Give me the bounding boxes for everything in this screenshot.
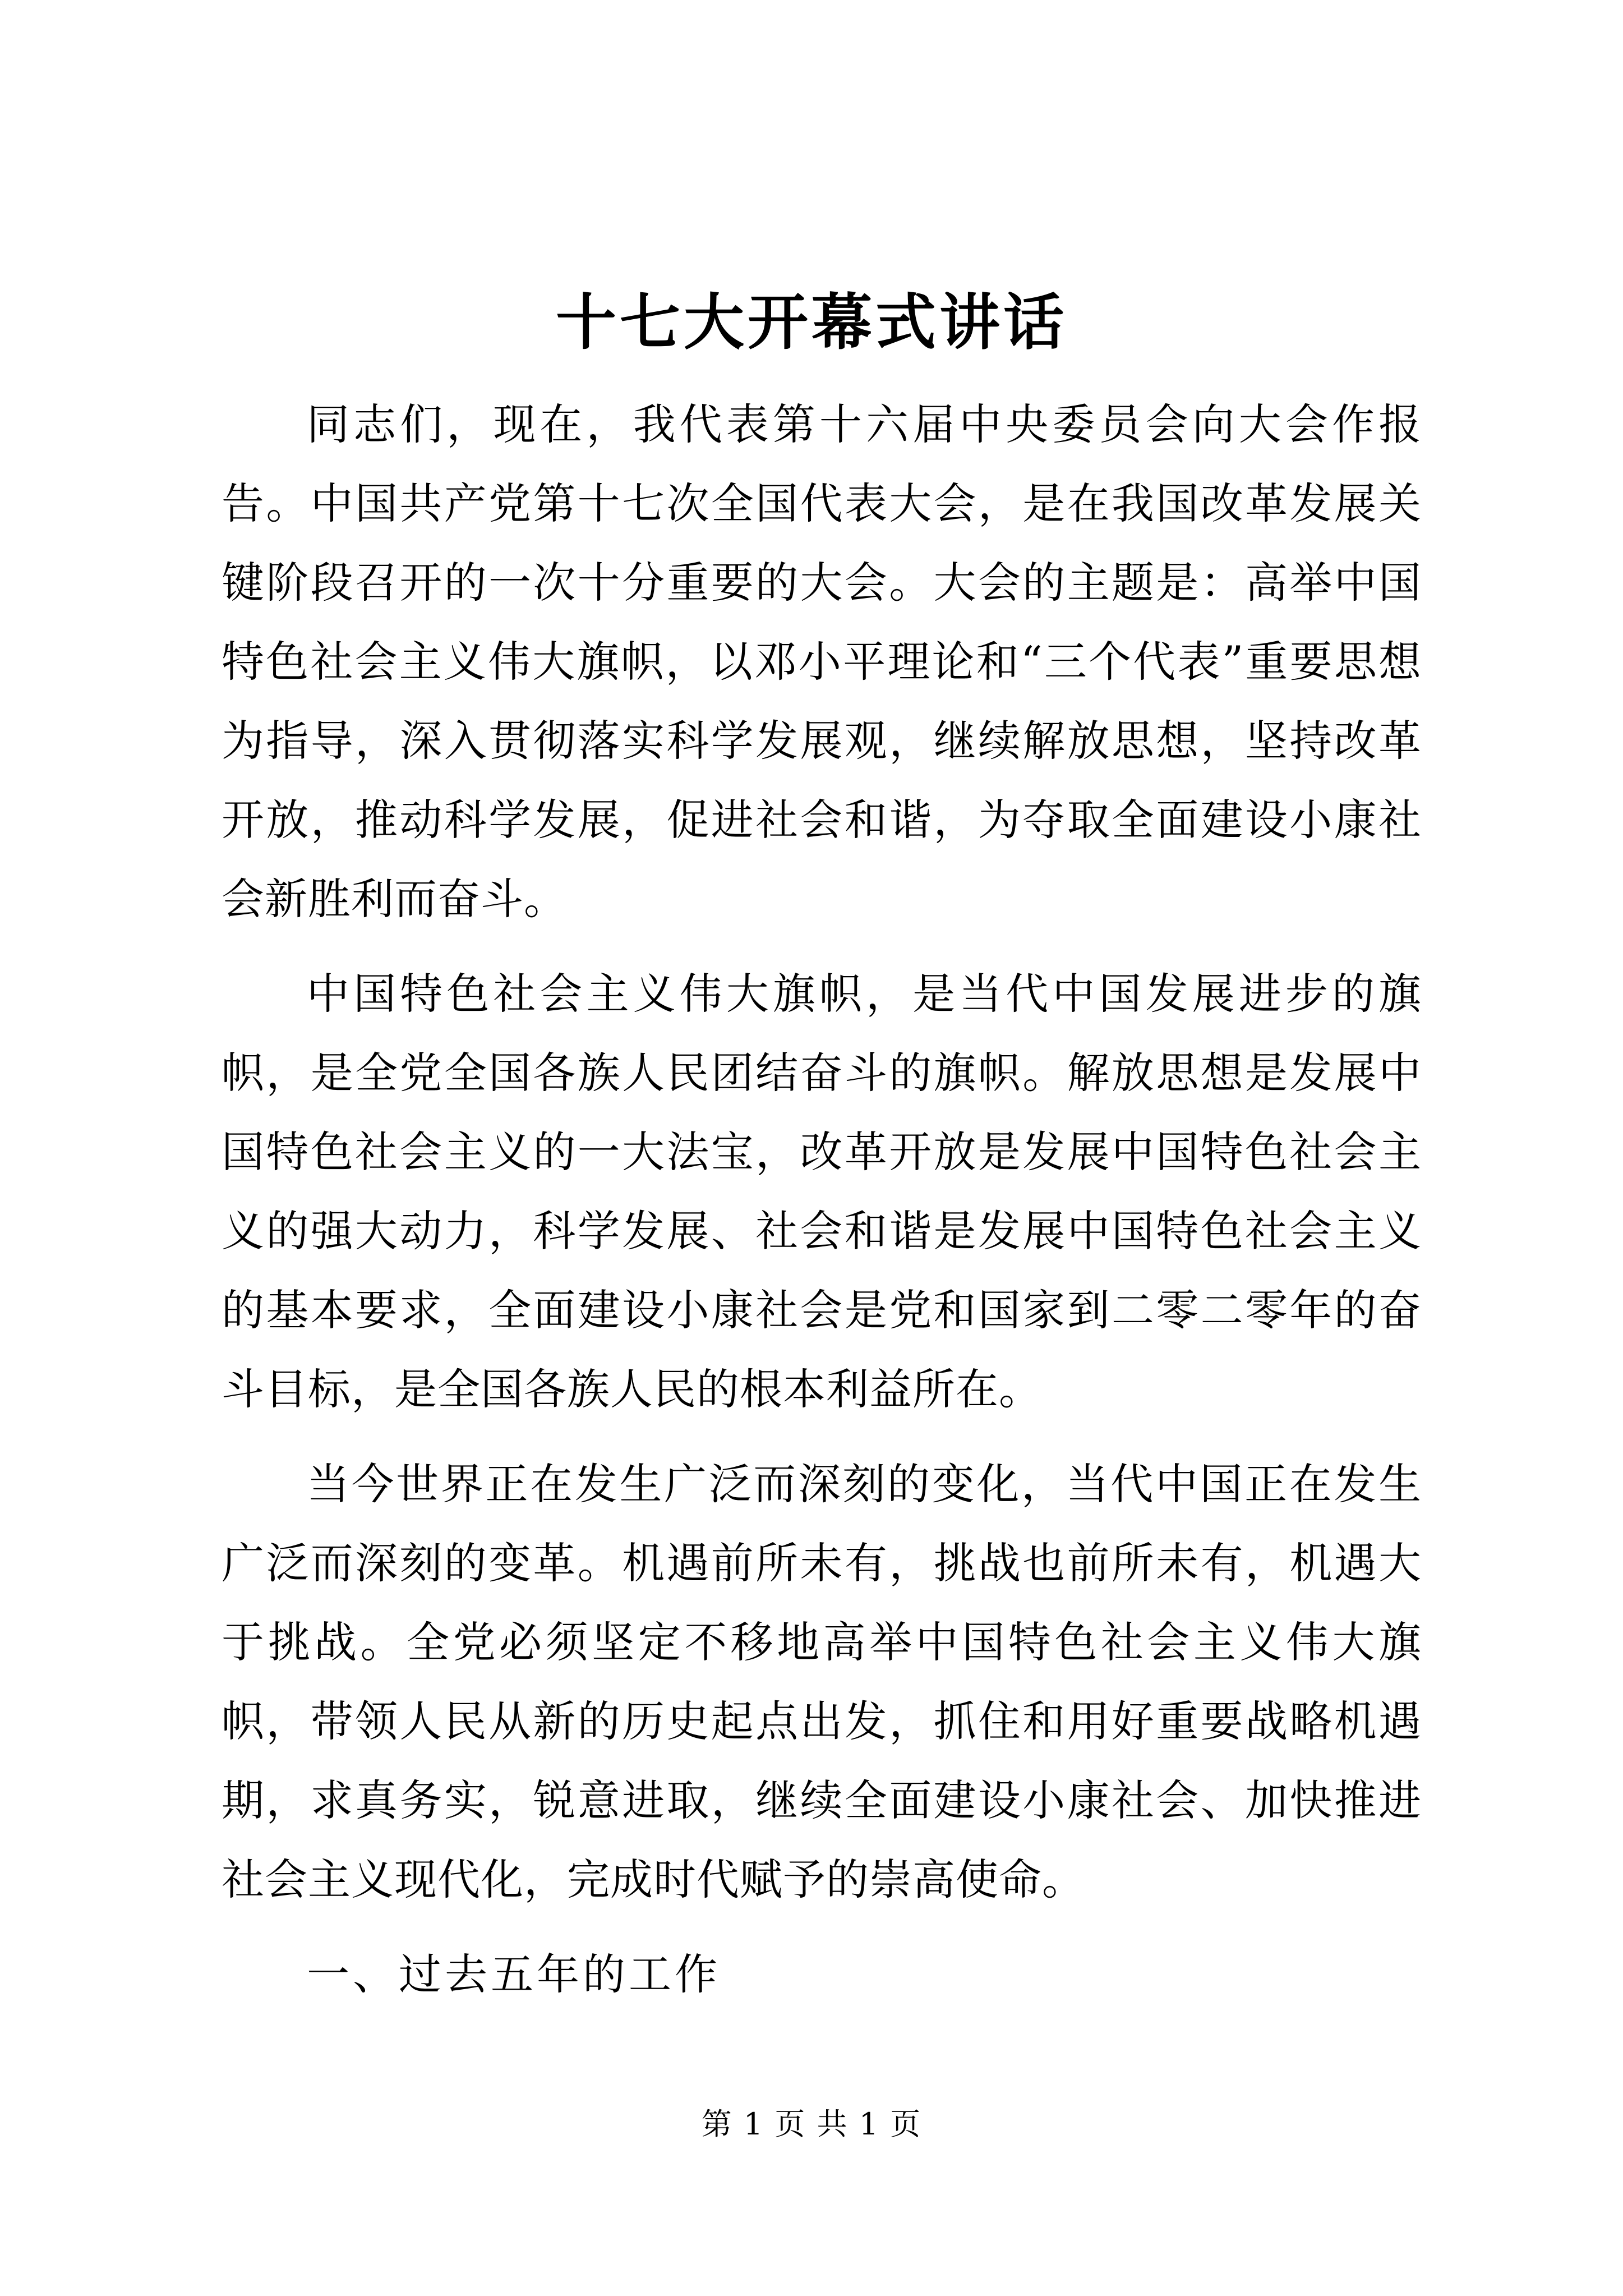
page-footer: 第 1 页 共 1 页	[701, 2106, 922, 2142]
paragraph-1: 同志们，现在，我代表第十六届中央委员会向大会作报告。中国共产党第十七次全国代表大会，是在我国改革发展关键阶段召开的一次十分重要的大会。大会的主题是：高举中国特色社会主义伟大旗帜，以邓小平理论和“三个代表”重要思想为指导，深入贯彻落实科学发展观，继续解放思想，坚持改革开放，推动科学发展，促进社会和谐，为夺取全面建设小康社会新胜利而奋斗。	[222, 399, 1422, 924]
paragraph-3: 当今世界正在发生广泛而深刻的变化，当代中国正在发生广泛而深刻的变革。机遇前所未有，挑战也前所未有，机遇大于挑战。全党必须坚定不移地高举中国特色社会主义伟大旗帜，带领人民从新的历史起点出发，抓住和用好重要战略机遇期，求真务实，锐意进取，继续全面建设小康社会、加快推进社会主义现代化，完成时代赋予的崇高使命。	[222, 1459, 1422, 1904]
section-heading: 一、过去五年的工作	[307, 1949, 721, 1999]
document-title: 十七大开幕式讲话	[555, 287, 1067, 358]
document-body	[222, 385, 1422, 2014]
paragraph-2: 中国特色社会主义伟大旗帜，是当代中国发展进步的旗帜，是全党全国各族人民团结奋斗的旗帜。解放思想是发展中国特色社会主义的一大法宝，改革开放是发展中国特色社会主义的强大动力，科学发展、社会和谐是发展中国特色社会主义的基本要求，全面建设小康社会是党和国家到二零二零年的奋斗目标，是全国各族人民的根本利益所在。	[222, 969, 1422, 1414]
